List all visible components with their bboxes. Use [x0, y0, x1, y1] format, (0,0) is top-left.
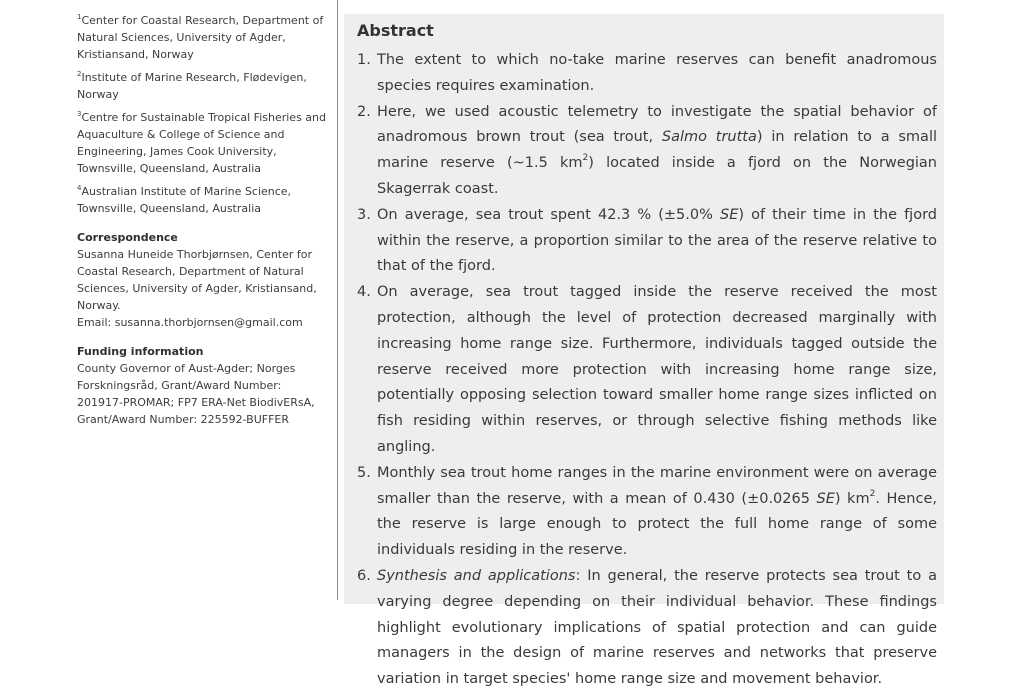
- left-column: [77, 12, 327, 428]
- superscript: 2: [869, 488, 876, 499]
- italic-text: SE: [719, 206, 739, 223]
- abstract-item: [357, 100, 937, 203]
- abstract-item-text: [377, 52, 937, 94]
- abstract-item-text: [377, 207, 937, 275]
- text-run: The extent to which no-take marine reserves can benefit anadromous species requires examination.: [377, 52, 937, 94]
- text-run: Monthly sea trout home ranges in the marine environment were on average smaller than the reserve, with a mean of 0.430 (±0.0265: [377, 464, 937, 507]
- text-run: ) km: [834, 490, 870, 507]
- italic-text: SE: [816, 490, 835, 507]
- affiliation: $^4$Australian Institute of Marine Science, Townsville, Queensland, Australia: [77, 184, 292, 215]
- abstract-item-number: 5.: [357, 464, 371, 481]
- text-run: : In general, the reserve protects sea trout to a varying degree depending on their individual behavior. These findings highlight evolutionary implications of spatial protection and can guide managers in the design of marine reserves and networks that preserve variation in target species' home range size and movement behavior.: [377, 567, 937, 688]
- correspondence-text: Susanna Huneide Thorbjørnsen, Center for Coastal Research, Department of Natural Sciences, University of Agder, Kristiansand, Norway.: [77, 248, 317, 312]
- affiliation: $^1$Center for Coastal Research, Department of Natural Sciences, University of Agder, Kristiansand, Norway: [77, 13, 324, 61]
- abstract-item: [357, 461, 937, 564]
- funding-text: County Governor of Aust-Agder; Norges Forskningsråd, Grant/Award Number: 201917-PROMAR; FP7 ERA-Net BiodivERsA, Grant/Award Number: 225592-BUFFER: [77, 362, 315, 426]
- correspondence-block: [77, 229, 327, 331]
- affiliation: $^2$Institute of Marine Research, Flødevigen, Norway: [77, 70, 307, 101]
- abstract-item-number: 2.: [357, 103, 371, 120]
- abstract-item-text: [377, 465, 937, 558]
- italic-text: Salmo trutta: [661, 129, 757, 146]
- abstract-item: [357, 48, 937, 100]
- text-run: On average, sea trout tagged inside the reserve received the most protection, although the level of protection decreased marginally with increasing home range size. Furthermore, individuals tagged outside the reserve received more protection with increasing home range size, potentially opposing selection toward smaller home range sizes inflicted on fish residing within reserves, or through selective fishing methods like angling.: [377, 284, 937, 455]
- abstract-item-number: 6.: [357, 567, 371, 584]
- abstract-item-number: 4.: [357, 284, 371, 301]
- text-run: On average, sea trout spent 42.3 % (±5.0%: [377, 206, 720, 223]
- abstract-item-number: 1.: [357, 52, 371, 68]
- abstract-box: [344, 14, 944, 688]
- affiliations: [77, 12, 327, 217]
- text-run: ) of their time in the fjord within the reserve, a proportion similar to the area of the reserve relative to that of the fjord.: [377, 206, 937, 275]
- abstract-item-number: 3.: [357, 206, 371, 223]
- abstract-title: Abstract: [357, 21, 434, 40]
- abstract-item: [357, 564, 937, 693]
- superscript: 2: [582, 153, 589, 164]
- funding-block: [77, 343, 327, 428]
- abstract-item-text: [377, 284, 937, 455]
- abstract-item: [357, 280, 937, 461]
- column-divider: [337, 0, 338, 600]
- abstract-item-text: [377, 568, 937, 687]
- text-run: . Hence, the reserve is large enough to protect the full home range of some individuals residing in the reserve.: [377, 490, 937, 559]
- correspondence-email[interactable]: Email: susanna.thorbjornsen@gmail.com: [77, 316, 303, 329]
- abstract-item-text: [377, 104, 937, 197]
- italic-text: Synthesis and applications: [377, 567, 576, 584]
- text-run: ) located inside a fjord on the Norwegian Skagerrak coast.: [377, 155, 937, 197]
- abstract-item: [357, 203, 937, 280]
- abstract-list: [357, 48, 937, 693]
- funding-title: Funding information: [77, 345, 204, 358]
- correspondence-title: Correspondence: [77, 231, 178, 244]
- affiliation: $^3$Centre for Sustainable Tropical Fisheries and Aquaculture & College of Science and Engineering, James Cook University, Townsville, Queensland, Australia: [77, 110, 326, 175]
- text-run: Here, we used acoustic telemetry to investigate the spatial behavior of anadromous brown trout (sea trout,: [377, 103, 937, 146]
- text-run: ) in relation to a small marine reserve (~1.5 km: [377, 129, 937, 172]
